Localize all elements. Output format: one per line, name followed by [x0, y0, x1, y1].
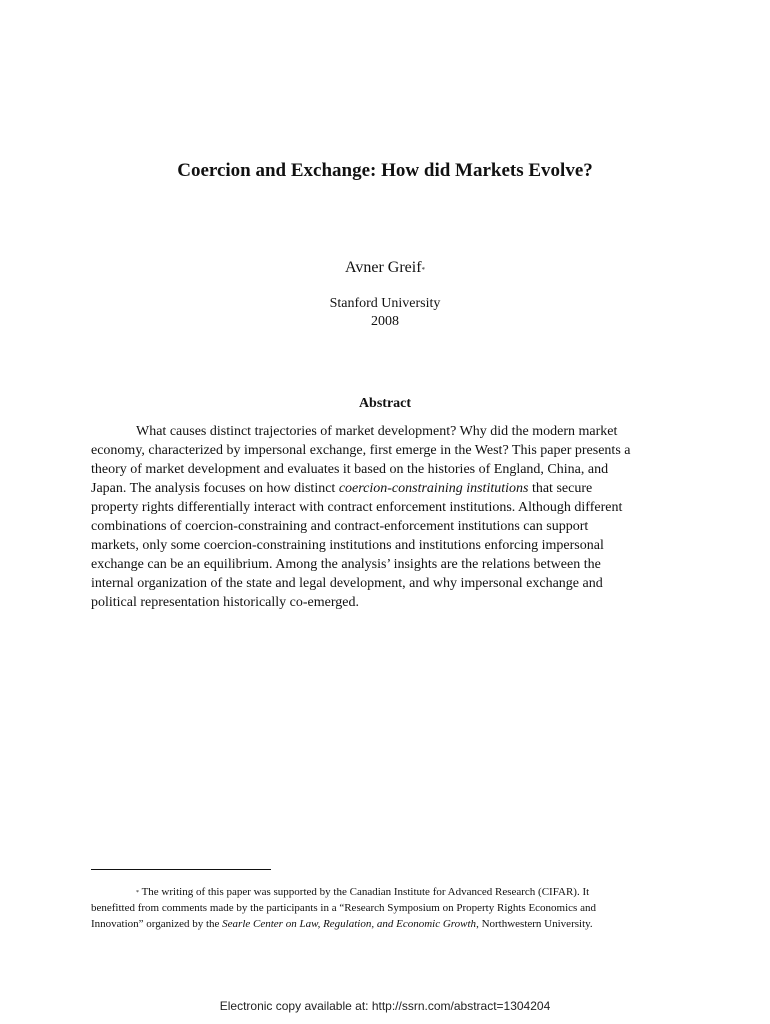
abstract-text: What causes distinct trajectories of market development? Why did the modern market — [136, 424, 618, 439]
affiliation-institution: Stanford University — [329, 296, 441, 311]
abstract-body — [91, 422, 691, 612]
abstract-text: economy, characterized by impersonal exchange, first emerge in the West? This paper presents a — [91, 443, 631, 458]
abstract-heading: Abstract — [358, 396, 412, 411]
abstract-line — [91, 441, 691, 460]
footnote-line — [91, 900, 691, 916]
author-line — [0, 258, 770, 278]
abstract-line — [91, 574, 691, 593]
affiliation-block — [0, 295, 770, 331]
abstract-text: political representation historically co-emerged. — [91, 595, 359, 610]
footnote-marker: * — [136, 890, 139, 896]
author-footnote-marker[interactable]: * — [421, 266, 426, 274]
abstract-text: property rights differentially interact with contract enforcement institutions. Although different — [91, 500, 623, 515]
footnote-text: benefitted from comments made by the participants in a “Research Symposium on Property Rights Economics and — [91, 902, 596, 914]
affiliation-year: 2008 — [371, 314, 399, 329]
electronic-copy-note: Electronic copy available at: http://ssrn.com/abstract=1304204 — [219, 999, 551, 1013]
footnote-text: The writing of this paper was supported by the Canadian Institute for Advanced Research (CIFAR). It — [141, 886, 590, 898]
abstract-line — [91, 498, 691, 517]
footnote-text: , Northwestern University. — [476, 918, 593, 930]
abstract-text: theory of market development and evaluates it based on the histories of England, China, and — [91, 462, 609, 477]
author-name: Avner Greif — [344, 259, 422, 276]
abstract-text: markets, only some coercion-constraining institutions and institutions enforcing impersonal — [91, 538, 604, 553]
abstract-line — [91, 422, 691, 441]
abstract-line — [91, 555, 691, 574]
abstract-line — [91, 460, 691, 479]
footnote-divider — [91, 869, 271, 870]
footnote-line — [91, 916, 691, 932]
footnote — [91, 884, 691, 932]
abstract-text: exchange can be an equilibrium. Among the analysis’ insights are the relations between the — [91, 557, 601, 572]
abstract-text: internal organization of the state and legal development, and why impersonal exchange and — [91, 576, 603, 591]
footnote-emphasis: Searle Center on Law, Regulation, and Economic Growth — [222, 918, 477, 930]
abstract-text: combinations of coercion-constraining and contract-enforcement institutions can support — [91, 519, 589, 534]
abstract-text: that secure — [528, 481, 593, 496]
abstract-text: Japan. The analysis focuses on how distinct — [91, 481, 339, 496]
footnote-text: Innovation” organized by the — [91, 918, 223, 930]
paper-title: Coercion and Exchange: How did Markets Evolve? — [177, 160, 593, 181]
abstract-line — [91, 517, 691, 536]
footnote-line — [91, 884, 691, 900]
abstract-emphasis: coercion-constraining institutions — [338, 481, 529, 496]
abstract-line — [91, 479, 691, 498]
abstract-line — [91, 536, 691, 555]
abstract-line — [91, 593, 691, 612]
